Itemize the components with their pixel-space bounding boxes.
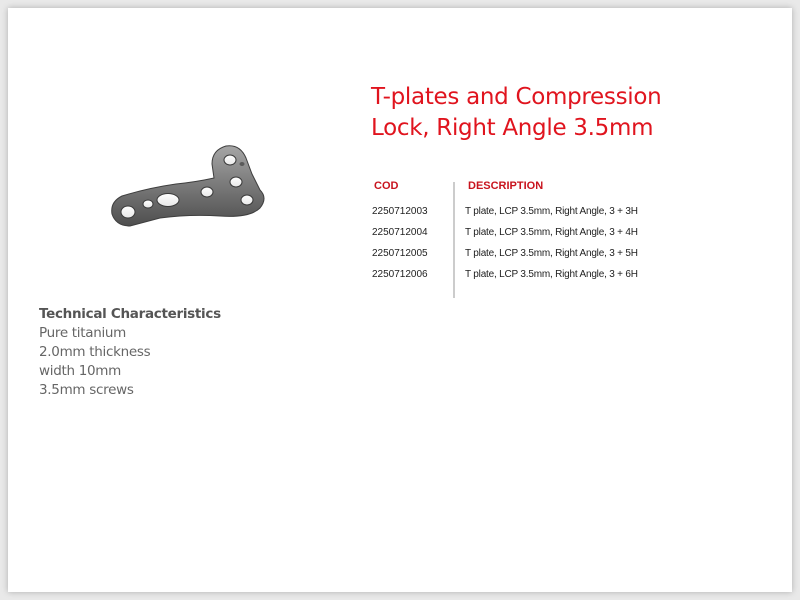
cod-column-header: COD [374,180,399,192]
product-description: T plate, LCP 3.5mm, Right Angle, 3 + 6H [465,269,638,280]
product-code: 2250712004 [372,227,428,238]
table-row [8,206,792,226]
product-code: 2250712006 [372,269,428,280]
product-code: 2250712005 [372,248,428,259]
technical-item: width 10mm [39,363,121,379]
product-sheet [8,8,792,592]
technical-title: Technical Characteristics [39,306,221,322]
technical-item: 3.5mm screws [39,382,134,398]
table-row [8,269,792,289]
product-title-line2: Lock, Right Angle 3.5mm [371,115,654,141]
table-row [8,248,792,268]
technical-item: Pure titanium [39,325,127,341]
product-description: T plate, LCP 3.5mm, Right Angle, 3 + 5H [465,248,638,259]
product-title [371,82,771,144]
product-title-line1: T-plates and Compression [371,84,662,110]
product-description: T plate, LCP 3.5mm, Right Angle, 3 + 3H [465,206,638,217]
product-code: 2250712003 [372,206,428,217]
product-description: T plate, LCP 3.5mm, Right Angle, 3 + 4H [465,227,638,238]
description-column-header: DESCRIPTION [468,180,544,192]
technical-item: 2.0mm thickness [39,344,151,360]
technical-characteristics [39,305,221,400]
table-row [8,227,792,247]
